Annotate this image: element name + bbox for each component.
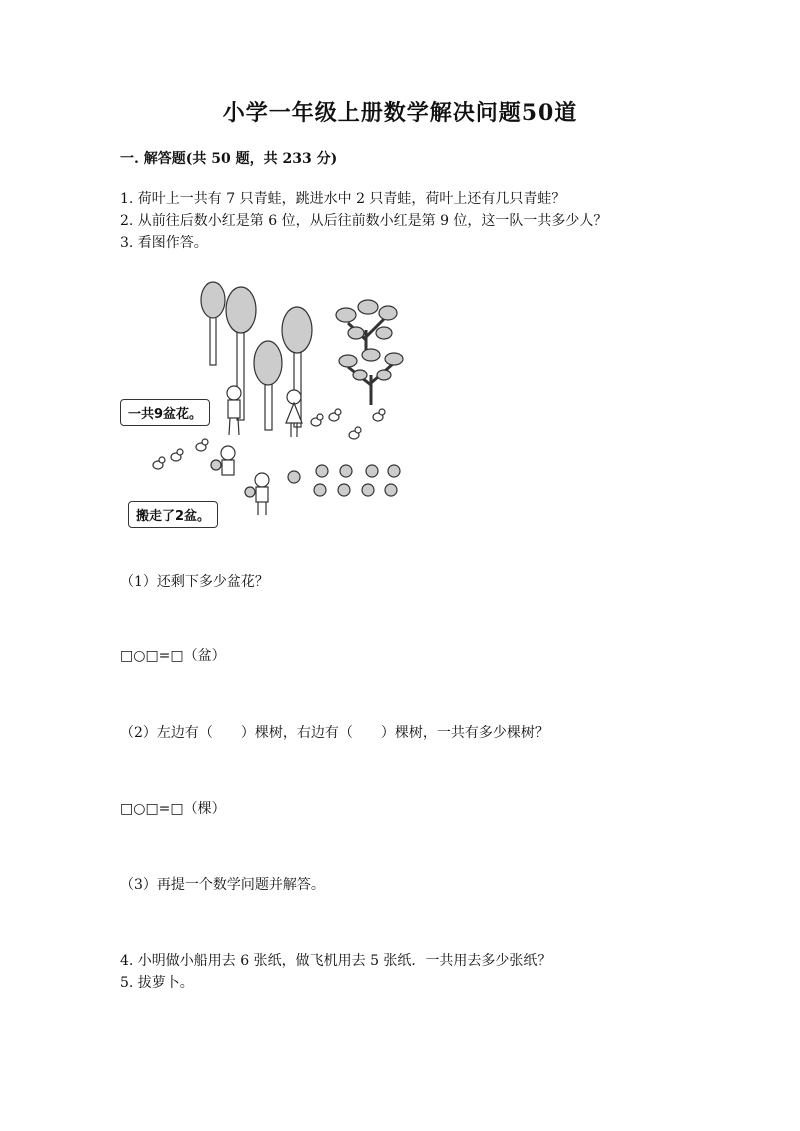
tree-3 [254, 341, 282, 430]
tree-1 [201, 282, 225, 365]
tree-6 [339, 349, 403, 405]
question-3: 3. 看图作答。 [120, 235, 208, 251]
section-heading: 一. 解答题(共 50 题，共 233 分) [120, 151, 338, 167]
question-2: 2. 从前往后数小红是第 6 位，从后往前数小红是第 9 位，这一队一共多少人？ [120, 213, 608, 229]
speech-bubble-bottom: 搬走了2盆。 [128, 501, 218, 528]
girl-with-pot-1 [211, 446, 235, 475]
question-3-part-2: （2）左边有（ ）棵树，右边有（ ）棵树，一共有多少棵树？ [120, 725, 549, 741]
girl-with-pot-2 [245, 473, 269, 515]
flower-pots [288, 465, 400, 496]
question-3-part-2-formula: □○□=□（棵） [120, 801, 226, 817]
tree-5 [336, 300, 397, 355]
question-3-illustration [116, 275, 416, 530]
question-1: 1. 荷叶上一共有 7 只青蛙，跳进水中 2 只青蛙，荷叶上还有几只青蛙？ [120, 191, 566, 207]
speech-bubble-top: 一共9盆花。 [120, 399, 210, 426]
question-3-part-1-formula: □○□=□（盆） [120, 648, 226, 664]
question-3-part-1: （1）还剩下多少盆花？ [120, 574, 269, 590]
boy-figure [227, 386, 241, 435]
question-5: 5. 拔萝卜。 [120, 975, 194, 991]
page-title: 小学一年级上册数学解决问题50道 [222, 100, 578, 126]
question-3-part-3: （3）再提一个数学问题并解答。 [120, 877, 325, 893]
question-4: 4. 小明做小船用去 6 张纸，做飞机用去 5 张纸．一共用去多少张纸？ [120, 953, 552, 969]
